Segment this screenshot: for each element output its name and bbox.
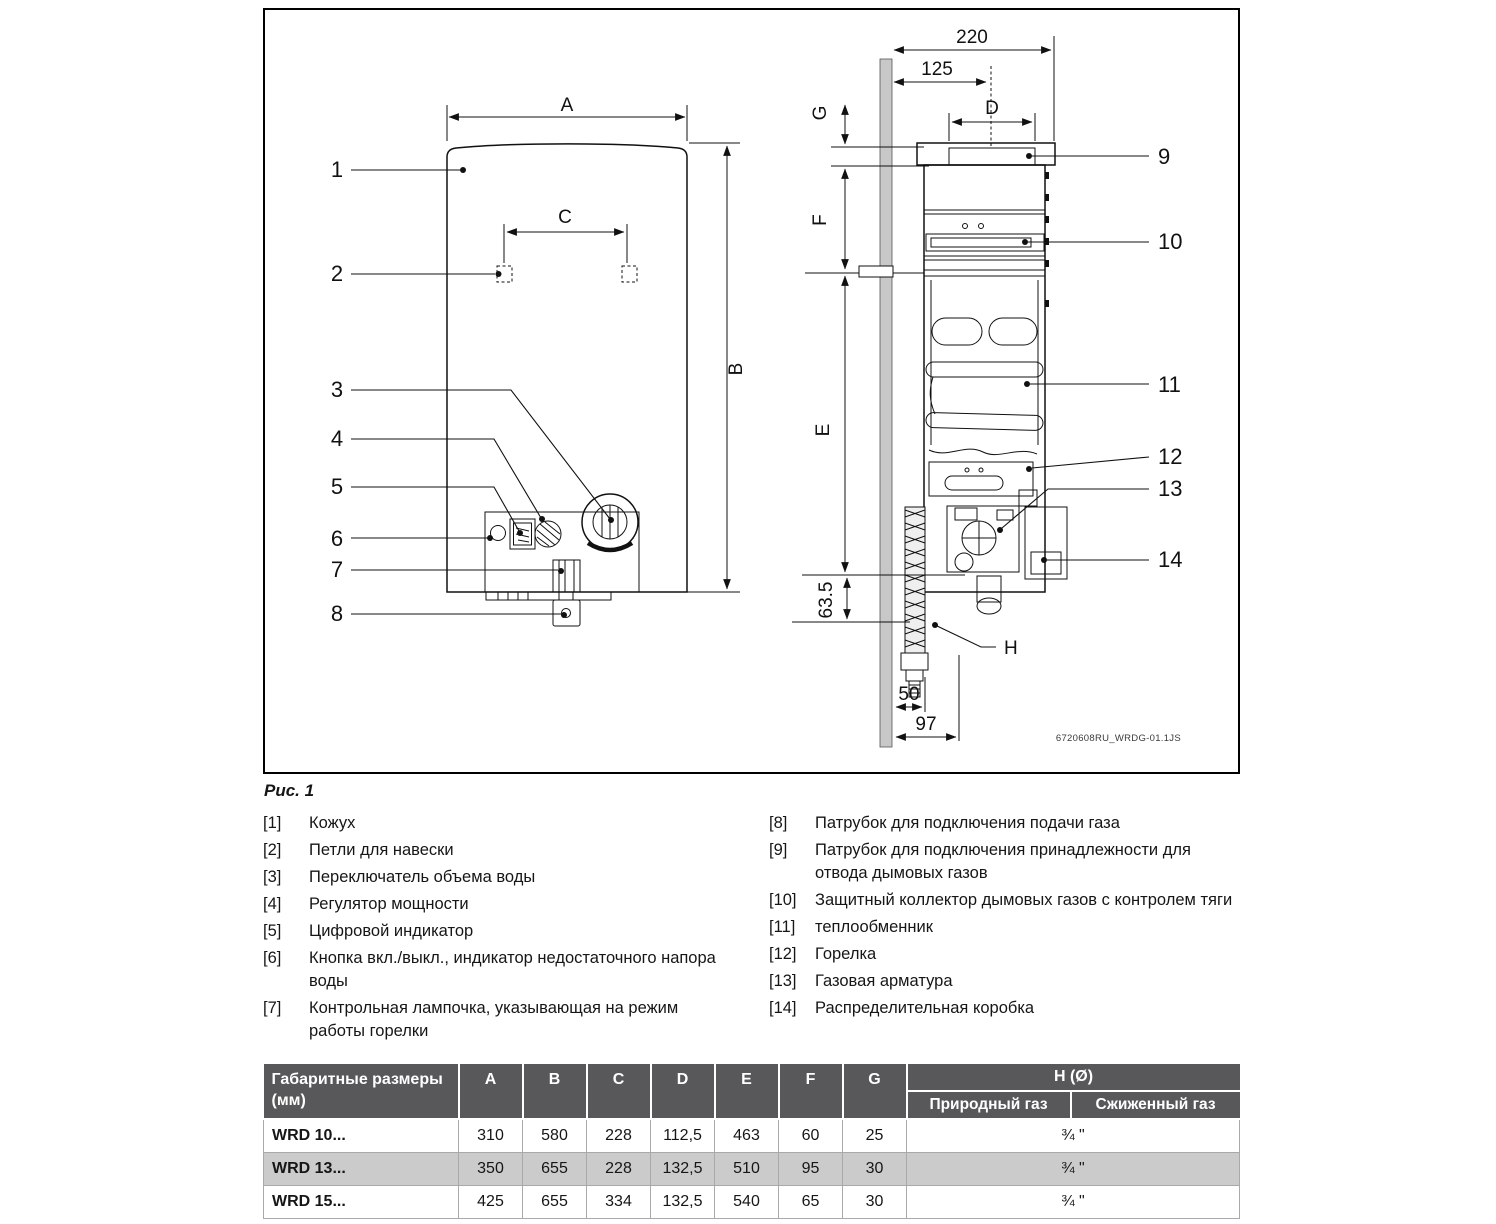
callout-5: 5 [330, 474, 344, 499]
power-knob [535, 521, 561, 547]
callout-6: 6 [330, 526, 344, 551]
value-cell: 655 [523, 1152, 587, 1185]
dim-label-e: E [813, 423, 834, 437]
legend-item [769, 839, 1237, 885]
table-header-label: Габаритные размеры (мм) [264, 1064, 459, 1119]
distribution-box [1019, 490, 1067, 579]
legend-item [263, 839, 731, 862]
legend-right-column [769, 812, 1237, 1024]
legend-tag: [3] [263, 868, 282, 886]
value-cell: ¾ " [907, 1185, 1240, 1218]
dim-125: 125 [921, 59, 953, 80]
technical-drawing [265, 10, 1238, 772]
value-cell: 228 [587, 1152, 651, 1185]
value-cell: 580 [523, 1119, 587, 1152]
dim-label-a: A [560, 95, 574, 116]
figure-frame [263, 8, 1240, 774]
callout-2: 2 [330, 261, 344, 286]
figure-caption: Рис. 1 [264, 781, 315, 800]
front-view [331, 95, 747, 626]
value-cell: 30 [843, 1152, 907, 1185]
value-cell: 30 [843, 1185, 907, 1218]
legend-text: Регулятор мощности [309, 895, 469, 913]
legend-tag: [2] [263, 841, 282, 859]
callout-7: 7 [330, 557, 344, 582]
col-header-natural-gas: Природный газ [907, 1091, 1071, 1119]
dim-label-c: C [558, 207, 572, 228]
value-cell: 540 [715, 1185, 779, 1218]
drawing-code: 6720608RU_WRDG-01.1JS [1055, 733, 1181, 744]
legend-tag: [14] [769, 999, 797, 1017]
value-cell: 228 [587, 1119, 651, 1152]
col-header-lpg: Сжиженный газ [1071, 1091, 1240, 1119]
legend-tag: [13] [769, 972, 797, 990]
legend-tag: [5] [263, 922, 282, 940]
value-cell: 65 [779, 1185, 843, 1218]
value-cell: 95 [779, 1152, 843, 1185]
dim-label-g: G [810, 105, 831, 121]
callout-13: 13 [1158, 476, 1183, 501]
dim-50: 50 [898, 684, 920, 705]
burner [929, 462, 1033, 496]
col-header-b: B [523, 1064, 587, 1119]
flue-collar [949, 148, 1035, 165]
value-cell: 350 [459, 1152, 523, 1185]
callout-10: 10 [1158, 229, 1183, 254]
value-cell: 25 [843, 1119, 907, 1152]
col-header-a: A [459, 1064, 523, 1119]
legend-tag: [4] [263, 895, 282, 913]
heat-exchanger [926, 362, 1043, 431]
dim-label-d: D [985, 98, 999, 119]
value-cell: 112,5 [651, 1119, 715, 1152]
col-header-c: C [587, 1064, 651, 1119]
legend-item [769, 889, 1237, 912]
callout-9: 9 [1158, 144, 1171, 169]
legend-text: Горелка [815, 945, 877, 963]
value-cell: 463 [715, 1119, 779, 1152]
dim-label-h: H [1004, 638, 1018, 659]
value-cell: 334 [587, 1185, 651, 1218]
legend-text: Кожух [309, 814, 356, 832]
table-row-wrd10 [264, 1119, 1240, 1152]
legend-item [769, 943, 1237, 966]
value-cell: 310 [459, 1119, 523, 1152]
col-header-d: D [651, 1064, 715, 1119]
legend-item [263, 866, 731, 889]
bottom-flange [486, 592, 611, 600]
table-row-wrd13 [264, 1152, 1240, 1185]
model-cell: WRD 13... [264, 1152, 459, 1185]
legend-text: Цифровой индикатор [309, 922, 474, 940]
col-header-h: H (Ø) [907, 1064, 1240, 1091]
value-cell: ¾ " [907, 1152, 1240, 1185]
value-cell: 60 [779, 1119, 843, 1152]
col-header-g: G [843, 1064, 907, 1119]
side-view [792, 27, 1182, 747]
value-cell: 132,5 [651, 1152, 715, 1185]
legend-item [769, 970, 1237, 993]
dimensions-table-wrap [263, 1064, 1240, 1219]
dimensions-table [263, 1064, 1240, 1219]
legend-tag: [11] [769, 918, 796, 936]
legend-tag: [12] [769, 945, 797, 963]
legend-text: Патрубок для подключения подачи газа [815, 814, 1120, 832]
callout-14: 14 [1158, 547, 1183, 572]
col-header-f: F [779, 1064, 843, 1119]
legend-item [263, 812, 731, 835]
callout-8: 8 [330, 601, 344, 626]
legend-tag: [10] [769, 891, 797, 909]
legend-text: Патрубок для подключения принадлежности для отвода дымовых газов [815, 841, 1191, 882]
legend-tag: [8] [769, 814, 788, 832]
callout-12: 12 [1158, 444, 1183, 469]
dim-label-b: B [726, 362, 747, 376]
control-panel [485, 494, 639, 592]
legend-item [263, 947, 731, 993]
value-cell: 655 [523, 1185, 587, 1218]
legend-item [263, 920, 731, 943]
callout-1: 1 [330, 157, 344, 182]
callout-11: 11 [1158, 372, 1181, 397]
dim-97: 97 [915, 714, 937, 735]
table-row-wrd15 [264, 1185, 1240, 1218]
legend-item [263, 997, 731, 1043]
legend-text: Газовая арматура [815, 972, 953, 990]
dim-63-5: 63.5 [816, 581, 837, 619]
value-cell: 510 [715, 1152, 779, 1185]
legend-item [769, 812, 1237, 835]
legend-text: Кнопка вкл./выкл., индикатор недостаточного напора воды [309, 949, 716, 990]
dim-label-f: F [810, 214, 831, 226]
legend-item [769, 997, 1237, 1020]
hanging-hole-right [622, 266, 637, 282]
legend-left-column [263, 812, 731, 1047]
legend-tag: [6] [263, 949, 282, 967]
unit-body [924, 165, 1045, 592]
legend-text: Контрольная лампочка, указывающая на режим работы горелки [309, 999, 679, 1040]
legend-tag: [9] [769, 841, 788, 859]
legend-text: Распределительная коробка [815, 999, 1035, 1017]
col-header-e: E [715, 1064, 779, 1119]
draft-hood-top [917, 143, 1055, 165]
callout-3: 3 [330, 377, 344, 402]
callout-4: 4 [330, 426, 344, 451]
model-cell: WRD 15... [264, 1185, 459, 1218]
legend-item [769, 916, 1237, 939]
value-cell: 132,5 [651, 1185, 715, 1218]
legend-text: Защитный коллектор дымовых газов с контролем тяги [815, 891, 1233, 909]
water-connection [553, 560, 580, 592]
gas-connection [553, 592, 580, 626]
legend-tag: [7] [263, 999, 282, 1017]
dim-220: 220 [956, 27, 988, 48]
legend-text: теплообменник [815, 918, 933, 936]
model-cell: WRD 10... [264, 1119, 459, 1152]
legend-tag: [1] [263, 814, 282, 832]
legend-text: Петли для навески [309, 841, 454, 859]
value-cell: ¾ " [907, 1119, 1240, 1152]
legend-text: Переключатель объема воды [309, 868, 536, 886]
mounting-wall [880, 59, 892, 747]
flex-hose [901, 507, 928, 697]
legend-item [263, 893, 731, 916]
value-cell: 425 [459, 1185, 523, 1218]
